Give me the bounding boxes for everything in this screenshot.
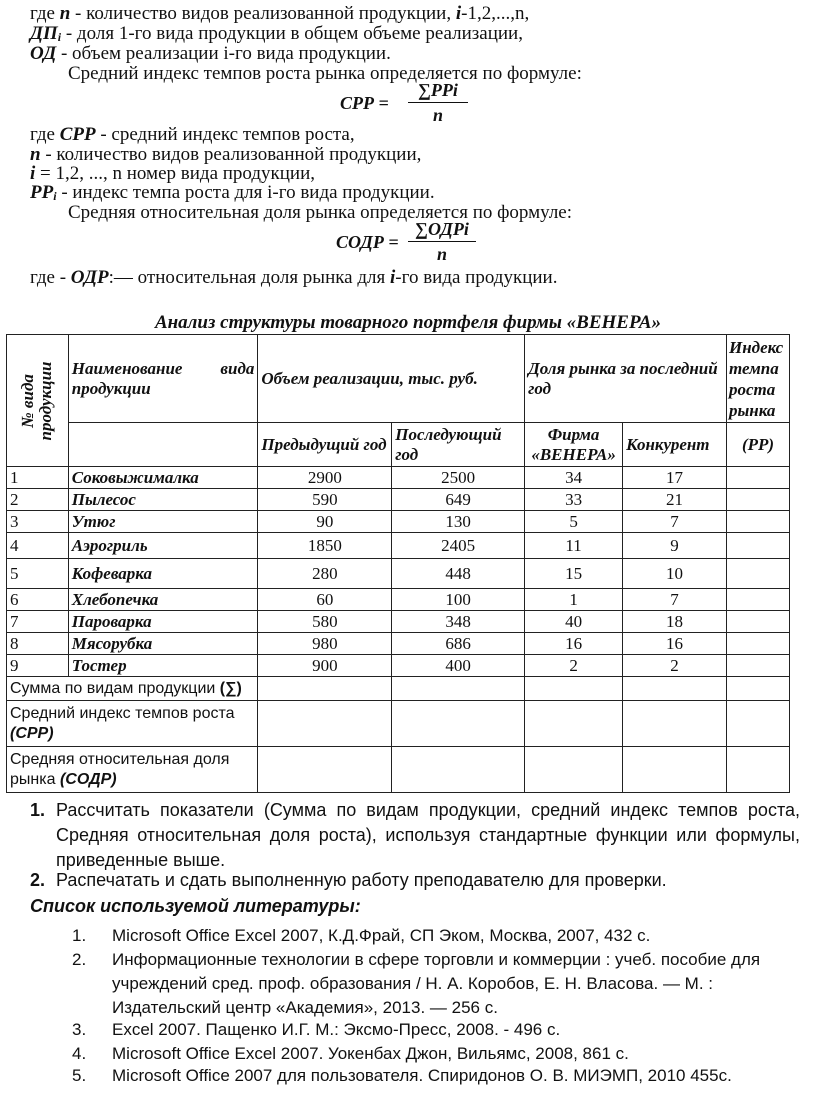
- literature-number: 1.: [72, 926, 87, 945]
- cell-prev: 590: [258, 489, 392, 511]
- footer-srr-text: Средний индекс темпов роста: [10, 704, 235, 722]
- formula-sodr-denominator: n: [436, 244, 447, 264]
- cell-num: 4: [7, 533, 69, 559]
- var-dp: ДП: [30, 23, 58, 44]
- intro-text: - количество видов реализованной продукции,: [70, 3, 456, 24]
- def-text: - количество видов реализованной продукции,: [40, 144, 422, 165]
- cell-empty: [392, 747, 525, 793]
- cell-name: Пылесос: [68, 489, 258, 511]
- cell-prev: 580: [258, 611, 392, 633]
- header-competitor: Конкурент: [623, 423, 727, 467]
- var-n: n: [30, 144, 41, 165]
- header-index: Индекс темпа роста рынка: [726, 335, 789, 423]
- header-volume: Объем реализации, тыс. руб.: [258, 335, 525, 423]
- cell-num: 1: [7, 467, 69, 489]
- cell-name: Пароварка: [68, 611, 258, 633]
- header-next: Последующий год: [392, 423, 525, 467]
- footer-srr-label: [7, 701, 258, 747]
- cell-prev: 1850: [258, 533, 392, 559]
- cell-firm: 5: [525, 511, 623, 533]
- cell-firm: 34: [525, 467, 623, 489]
- def-text: = 1,2, ..., n номер вида продукции,: [35, 163, 316, 184]
- cell-name: Кофеварка: [68, 559, 258, 589]
- formula-sodr-numerator: ∑ОДРi: [408, 219, 476, 242]
- cell-num: 2: [7, 489, 69, 511]
- cell-next: 130: [392, 511, 525, 533]
- literature-title: Список используемой литературы:: [30, 896, 361, 916]
- table-row: [7, 589, 790, 611]
- def-line-sodr-intro: Средняя относительная доля рынка определяется по формуле:: [68, 202, 573, 223]
- formula-srr-lhs: СРР =: [340, 93, 389, 113]
- literature-number: 2.: [72, 950, 87, 969]
- cell-firm: 15: [525, 559, 623, 589]
- task-item: [30, 798, 800, 873]
- cell-firm: 2: [525, 655, 623, 677]
- cell-num: 9: [7, 655, 69, 677]
- cell-firm: 33: [525, 489, 623, 511]
- cell-rr: [726, 467, 789, 489]
- cell-next: 2405: [392, 533, 525, 559]
- table-row: [7, 533, 790, 559]
- formula-srr-denominator: n: [432, 105, 443, 125]
- cell-empty: [623, 747, 727, 793]
- cell-rr: [726, 611, 789, 633]
- cell-firm: 1: [525, 589, 623, 611]
- cell-empty: [726, 747, 789, 793]
- cell-rr: [726, 559, 789, 589]
- var-odr: ОДР: [70, 267, 109, 288]
- cell-name: Соковыжималка: [68, 467, 258, 489]
- table-footer-srr: [7, 701, 790, 747]
- literature-text: Excel 2007. Пащенко И.Г. М.: Эксмо-Пресс, 2008. - 496 с.: [112, 1020, 561, 1039]
- cell-name: Хлебопечка: [68, 589, 258, 611]
- task-item: [30, 868, 800, 893]
- var-i: i: [30, 163, 36, 184]
- cell-empty: [525, 747, 623, 793]
- cell-empty: [392, 701, 525, 747]
- def-text: - индекс темпа роста для i-го вида продукции.: [56, 182, 435, 203]
- cell-name: Мясорубка: [68, 633, 258, 655]
- task-text: Рассчитать показатели (Сумма по видам продукции, средний индекс темпов роста, Средняя относительная доля роста), используя стандартные функции или формулы, приведенные выше.: [56, 800, 800, 870]
- def-line-srr: [30, 125, 355, 145]
- literature-item: [72, 1042, 792, 1066]
- cell-firm: 40: [525, 611, 623, 633]
- cell-firm: 11: [525, 533, 623, 559]
- footer-sum-text: Сумма по видам продукции: [10, 679, 220, 697]
- literature-item: [72, 948, 792, 1020]
- cell-comp: 2: [623, 655, 727, 677]
- var-i: i: [390, 267, 396, 288]
- footer-sum-symbol: (∑): [219, 679, 242, 697]
- cell-next: 100: [392, 589, 525, 611]
- cell-empty: [258, 677, 392, 701]
- formula-srr-fraction: [408, 80, 468, 125]
- header-num: [7, 335, 69, 467]
- table-row: [7, 467, 790, 489]
- header-name: Наименование вида продукции: [68, 335, 258, 423]
- cell-prev: 900: [258, 655, 392, 677]
- cell-next: 400: [392, 655, 525, 677]
- cell-prev: 60: [258, 589, 392, 611]
- cell-prev: 90: [258, 511, 392, 533]
- cell-comp: 9: [623, 533, 727, 559]
- cell-name: Утюг: [68, 511, 258, 533]
- cell-rr: [726, 511, 789, 533]
- cell-comp: 21: [623, 489, 727, 511]
- intro-text: где: [30, 3, 60, 24]
- table-row: [7, 489, 790, 511]
- var-srr: СРР: [59, 124, 96, 145]
- cell-comp: 7: [623, 511, 727, 533]
- footer-srr-symbol: (СРР): [10, 724, 54, 742]
- intro-line-4: Средний индекс темпов роста рынка определяется по формуле:: [68, 63, 582, 84]
- cell-empty: [258, 747, 392, 793]
- intro-line-3: [30, 44, 391, 64]
- task-text: Распечатать и сдать выполненную работу преподавателю для проверки.: [56, 870, 667, 890]
- cell-name: Тостер: [68, 655, 258, 677]
- intro-text: -1,2,...,n,: [461, 3, 530, 24]
- header-name-cont: [68, 423, 258, 467]
- table-row: [7, 511, 790, 533]
- footer-sodr-symbol: (СОДР): [59, 770, 117, 788]
- cell-next: 686: [392, 633, 525, 655]
- cell-comp: 10: [623, 559, 727, 589]
- table-row: [7, 559, 790, 589]
- cell-prev: 2900: [258, 467, 392, 489]
- literature-item: [72, 924, 792, 948]
- table-caption: Анализ структуры товарного портфеля фирмы «ВЕНЕРА»: [154, 312, 662, 333]
- def-line-n: [30, 145, 421, 165]
- literature-text: Информационные технологии в сфере торговли и коммерции : учеб. пособие для учреждений сред. проф. образования / Н. А. Коробов, Е. Н. Власова. — М. : Издательский центр «Академия», 2013. — 256 с.: [112, 950, 761, 1017]
- header-rr: (РР): [726, 423, 789, 467]
- def-text: :— относительная доля рынка для: [108, 267, 391, 288]
- header-firm: Фирма «ВЕНЕРА»: [525, 423, 623, 467]
- footer-sum-label: [7, 677, 258, 701]
- table-row: [7, 633, 790, 655]
- footer-sodr-text: Средняя относительная доля рынка: [10, 750, 230, 788]
- var-dp-subscript: i: [57, 30, 62, 44]
- cell-empty: [726, 677, 789, 701]
- intro-text: - объем реализации i-го вида продукции.: [56, 43, 391, 64]
- cell-comp: 7: [623, 589, 727, 611]
- cell-empty: [525, 701, 623, 747]
- def-text: -го вида продукции.: [395, 267, 558, 288]
- cell-num: 5: [7, 559, 69, 589]
- cell-next: 649: [392, 489, 525, 511]
- var-i: i: [455, 3, 462, 24]
- table-header-row-1: [7, 335, 790, 423]
- table-footer-sodr: [7, 747, 790, 793]
- cell-empty: [525, 677, 623, 701]
- def-text: где: [30, 124, 60, 145]
- cell-empty: [392, 677, 525, 701]
- literature-number: 3.: [72, 1020, 87, 1039]
- cell-prev: 980: [258, 633, 392, 655]
- literature-item: [72, 1064, 772, 1088]
- cell-comp: 16: [623, 633, 727, 655]
- cell-empty: [726, 701, 789, 747]
- var-pp: PP: [30, 182, 54, 203]
- literature-text: Microsoft Office 2007 для пользователя. Спиридонов О. В. МИЭМП, 2010 455с.: [112, 1066, 732, 1085]
- cell-num: 3: [7, 511, 69, 533]
- cell-empty: [623, 677, 727, 701]
- def-line-i: [30, 164, 315, 184]
- formula-sodr-lhs: СОДР =: [336, 232, 399, 252]
- formula-srr-numerator: ∑PPi: [408, 80, 468, 103]
- portfolio-table: [6, 334, 790, 793]
- cell-rr: [726, 655, 789, 677]
- cell-empty: [623, 701, 727, 747]
- footer-sodr-label: [7, 747, 258, 793]
- header-share: Доля рынка за последний год: [525, 335, 727, 423]
- cell-rr: [726, 533, 789, 559]
- task-number: 2.: [30, 870, 46, 890]
- def-text: - средний индекс темпов роста,: [95, 124, 355, 145]
- cell-firm: 16: [525, 633, 623, 655]
- cell-num: 6: [7, 589, 69, 611]
- cell-comp: 18: [623, 611, 727, 633]
- literature-number: 4.: [72, 1044, 87, 1063]
- def-text: где -: [30, 267, 71, 288]
- var-od: ОД: [30, 43, 57, 64]
- var-pp-subscript: i: [53, 189, 57, 203]
- cell-rr: [726, 633, 789, 655]
- cell-comp: 17: [623, 467, 727, 489]
- task-number: 1.: [30, 800, 46, 820]
- cell-num: 8: [7, 633, 69, 655]
- cell-next: 348: [392, 611, 525, 633]
- cell-empty: [258, 701, 392, 747]
- literature-text: Microsoft Office Excel 2007, К.Д.Фрай, СП Эком, Москва, 2007, 432 с.: [112, 926, 651, 945]
- formula-sodr-fraction: [408, 219, 476, 264]
- cell-rr: [726, 589, 789, 611]
- cell-rr: [726, 489, 789, 511]
- table-header-row-2: [7, 423, 790, 467]
- literature-text: Microsoft Office Excel 2007. Уокенбах Джон, Вильямс, 2008, 861 с.: [112, 1044, 629, 1063]
- header-prev: Предыдущий год: [258, 423, 392, 467]
- intro-text: - доля 1-го вида продукции в общем объеме реализации,: [61, 23, 523, 44]
- var-n: n: [59, 3, 71, 24]
- table-footer-sum: [7, 677, 790, 701]
- header-num-label: № вида продукции: [18, 361, 56, 440]
- def-line-odr: [30, 268, 557, 288]
- table-row: [7, 611, 790, 633]
- table-row: [7, 655, 790, 677]
- cell-name: Аэрогриль: [68, 533, 258, 559]
- literature-item: [72, 1018, 792, 1042]
- cell-num: 7: [7, 611, 69, 633]
- literature-number: 5.: [72, 1066, 87, 1085]
- cell-next: 2500: [392, 467, 525, 489]
- intro-line-1: [30, 4, 529, 24]
- cell-next: 448: [392, 559, 525, 589]
- cell-prev: 280: [258, 559, 392, 589]
